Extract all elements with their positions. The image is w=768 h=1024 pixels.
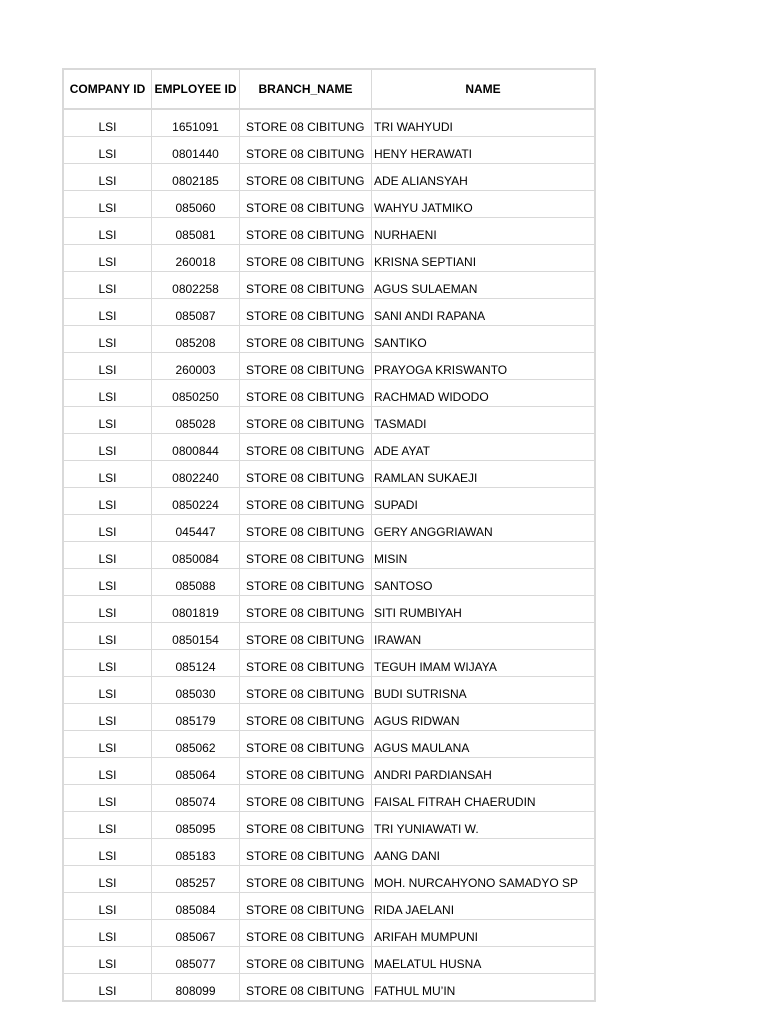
cell-company-id: LSI [63,515,152,542]
cell-employee-id: 808099 [152,974,240,1002]
column-header-company-id: COMPANY ID [63,69,152,109]
table-row [63,812,595,839]
table-row [63,839,595,866]
cell-branch-name: STORE 08 CIBITUNG [240,731,372,758]
cell-employee-id: 085257 [152,866,240,893]
cell-name: WAHYU JATMIKO [372,191,596,218]
cell-company-id: LSI [63,272,152,299]
cell-branch-name: STORE 08 CIBITUNG [240,758,372,785]
cell-company-id: LSI [63,758,152,785]
cell-name: SUPADI [372,488,596,515]
cell-branch-name: STORE 08 CIBITUNG [240,407,372,434]
cell-branch-name: STORE 08 CIBITUNG [240,542,372,569]
table-row [63,380,595,407]
cell-branch-name: STORE 08 CIBITUNG [240,109,372,137]
cell-name: MAELATUL HUSNA [372,947,596,974]
cell-company-id: LSI [63,407,152,434]
cell-employee-id: 085208 [152,326,240,353]
cell-employee-id: 085088 [152,569,240,596]
cell-company-id: LSI [63,974,152,1002]
column-header-branch-name: BRANCH_NAME [240,69,372,109]
cell-name: TRI YUNIAWATI W. [372,812,596,839]
cell-company-id: LSI [63,380,152,407]
cell-name: NURHAENI [372,218,596,245]
table-row [63,272,595,299]
cell-employee-id: 085064 [152,758,240,785]
cell-branch-name: STORE 08 CIBITUNG [240,893,372,920]
cell-name: PRAYOGA KRISWANTO [372,353,596,380]
cell-employee-id: 260018 [152,245,240,272]
cell-employee-id: 085087 [152,299,240,326]
table-row [63,218,595,245]
table-row [63,434,595,461]
cell-company-id: LSI [63,893,152,920]
cell-employee-id: 0802240 [152,461,240,488]
cell-branch-name: STORE 08 CIBITUNG [240,515,372,542]
cell-name: ADE AYAT [372,434,596,461]
cell-branch-name: STORE 08 CIBITUNG [240,947,372,974]
table-row [63,326,595,353]
cell-name: ADE ALIANSYAH [372,164,596,191]
cell-company-id: LSI [63,353,152,380]
cell-employee-id: 1651091 [152,109,240,137]
cell-name: MISIN [372,542,596,569]
table-row [63,704,595,731]
cell-company-id: LSI [63,785,152,812]
cell-branch-name: STORE 08 CIBITUNG [240,488,372,515]
cell-company-id: LSI [63,920,152,947]
cell-employee-id: 085077 [152,947,240,974]
table-row [63,677,595,704]
cell-company-id: LSI [63,299,152,326]
cell-name: TRI WAHYUDI [372,109,596,137]
cell-branch-name: STORE 08 CIBITUNG [240,677,372,704]
cell-company-id: LSI [63,947,152,974]
table-row [63,542,595,569]
cell-branch-name: STORE 08 CIBITUNG [240,839,372,866]
cell-company-id: LSI [63,866,152,893]
table-row [63,164,595,191]
cell-company-id: LSI [63,434,152,461]
cell-branch-name: STORE 08 CIBITUNG [240,596,372,623]
cell-company-id: LSI [63,245,152,272]
cell-name: RAMLAN SUKAEJI [372,461,596,488]
cell-name: KRISNA SEPTIANI [372,245,596,272]
cell-name: RIDA JAELANI [372,893,596,920]
cell-company-id: LSI [63,731,152,758]
cell-company-id: LSI [63,596,152,623]
table-row [63,650,595,677]
cell-employee-id: 085074 [152,785,240,812]
cell-employee-id: 0802185 [152,164,240,191]
cell-branch-name: STORE 08 CIBITUNG [240,299,372,326]
cell-branch-name: STORE 08 CIBITUNG [240,191,372,218]
cell-branch-name: STORE 08 CIBITUNG [240,164,372,191]
cell-company-id: LSI [63,488,152,515]
cell-branch-name: STORE 08 CIBITUNG [240,623,372,650]
cell-company-id: LSI [63,677,152,704]
cell-employee-id: 0801440 [152,137,240,164]
table-row [63,947,595,974]
cell-name: TASMADI [372,407,596,434]
cell-branch-name: STORE 08 CIBITUNG [240,353,372,380]
cell-company-id: LSI [63,623,152,650]
table-row [63,623,595,650]
cell-branch-name: STORE 08 CIBITUNG [240,272,372,299]
table-row [63,596,595,623]
cell-name: AANG DANI [372,839,596,866]
table-row [63,407,595,434]
cell-company-id: LSI [63,461,152,488]
cell-employee-id: 0850224 [152,488,240,515]
table-row [63,974,595,1002]
cell-company-id: LSI [63,839,152,866]
cell-branch-name: STORE 08 CIBITUNG [240,812,372,839]
table-row [63,191,595,218]
cell-name: TEGUH IMAM WIJAYA [372,650,596,677]
cell-employee-id: 0801819 [152,596,240,623]
cell-employee-id: 0850084 [152,542,240,569]
table-row [63,461,595,488]
cell-company-id: LSI [63,326,152,353]
cell-employee-id: 085028 [152,407,240,434]
cell-name: AGUS RIDWAN [372,704,596,731]
table-row [63,353,595,380]
cell-name: IRAWAN [372,623,596,650]
cell-employee-id: 0850154 [152,623,240,650]
cell-name: AGUS MAULANA [372,731,596,758]
cell-name: HENY HERAWATI [372,137,596,164]
cell-employee-id: 0850250 [152,380,240,407]
column-header-name: NAME [372,69,596,109]
cell-branch-name: STORE 08 CIBITUNG [240,245,372,272]
table-row [63,109,595,137]
table-row [63,245,595,272]
cell-name: GERY ANGGRIAWAN [372,515,596,542]
cell-branch-name: STORE 08 CIBITUNG [240,650,372,677]
cell-name: MOH. NURCAHYONO SAMADYO SP [372,866,596,893]
cell-name: ANDRI PARDIANSAH [372,758,596,785]
cell-name: SANI ANDI RAPANA [372,299,596,326]
table-row [63,893,595,920]
cell-employee-id: 085067 [152,920,240,947]
employee-table [62,68,596,1002]
cell-employee-id: 260003 [152,353,240,380]
table-header-row [63,69,595,109]
cell-branch-name: STORE 08 CIBITUNG [240,218,372,245]
cell-company-id: LSI [63,164,152,191]
cell-employee-id: 085062 [152,731,240,758]
table-body [63,109,595,1001]
cell-employee-id: 085179 [152,704,240,731]
cell-branch-name: STORE 08 CIBITUNG [240,434,372,461]
cell-employee-id: 085124 [152,650,240,677]
cell-branch-name: STORE 08 CIBITUNG [240,461,372,488]
table-row [63,785,595,812]
cell-company-id: LSI [63,542,152,569]
cell-employee-id: 085060 [152,191,240,218]
cell-employee-id: 085183 [152,839,240,866]
cell-employee-id: 085081 [152,218,240,245]
cell-branch-name: STORE 08 CIBITUNG [240,785,372,812]
cell-name: BUDI SUTRISNA [372,677,596,704]
cell-branch-name: STORE 08 CIBITUNG [240,569,372,596]
table-row [63,758,595,785]
cell-company-id: LSI [63,137,152,164]
table-row [63,569,595,596]
cell-company-id: LSI [63,109,152,137]
table-row [63,866,595,893]
column-header-employee-id: EMPLOYEE ID [152,69,240,109]
cell-branch-name: STORE 08 CIBITUNG [240,974,372,1002]
cell-employee-id: 0800844 [152,434,240,461]
cell-company-id: LSI [63,191,152,218]
cell-name: AGUS SULAEMAN [372,272,596,299]
cell-name: ARIFAH MUMPUNI [372,920,596,947]
table-row [63,731,595,758]
cell-company-id: LSI [63,812,152,839]
cell-branch-name: STORE 08 CIBITUNG [240,704,372,731]
cell-company-id: LSI [63,650,152,677]
cell-name: SANTOSO [372,569,596,596]
table-row [63,137,595,164]
cell-name: FATHUL MU’IN [372,974,596,1002]
table-row [63,299,595,326]
table-row [63,488,595,515]
cell-branch-name: STORE 08 CIBITUNG [240,137,372,164]
cell-employee-id: 045447 [152,515,240,542]
table-row [63,515,595,542]
cell-employee-id: 0802258 [152,272,240,299]
cell-name: FAISAL FITRAH CHAERUDIN [372,785,596,812]
cell-name: RACHMAD WIDODO [372,380,596,407]
cell-branch-name: STORE 08 CIBITUNG [240,380,372,407]
cell-employee-id: 085030 [152,677,240,704]
cell-company-id: LSI [63,704,152,731]
cell-company-id: LSI [63,569,152,596]
table-row [63,920,595,947]
cell-employee-id: 085095 [152,812,240,839]
cell-branch-name: STORE 08 CIBITUNG [240,326,372,353]
cell-branch-name: STORE 08 CIBITUNG [240,866,372,893]
cell-employee-id: 085084 [152,893,240,920]
cell-name: SANTIKO [372,326,596,353]
cell-branch-name: STORE 08 CIBITUNG [240,920,372,947]
cell-company-id: LSI [63,218,152,245]
cell-name: SITI RUMBIYAH [372,596,596,623]
